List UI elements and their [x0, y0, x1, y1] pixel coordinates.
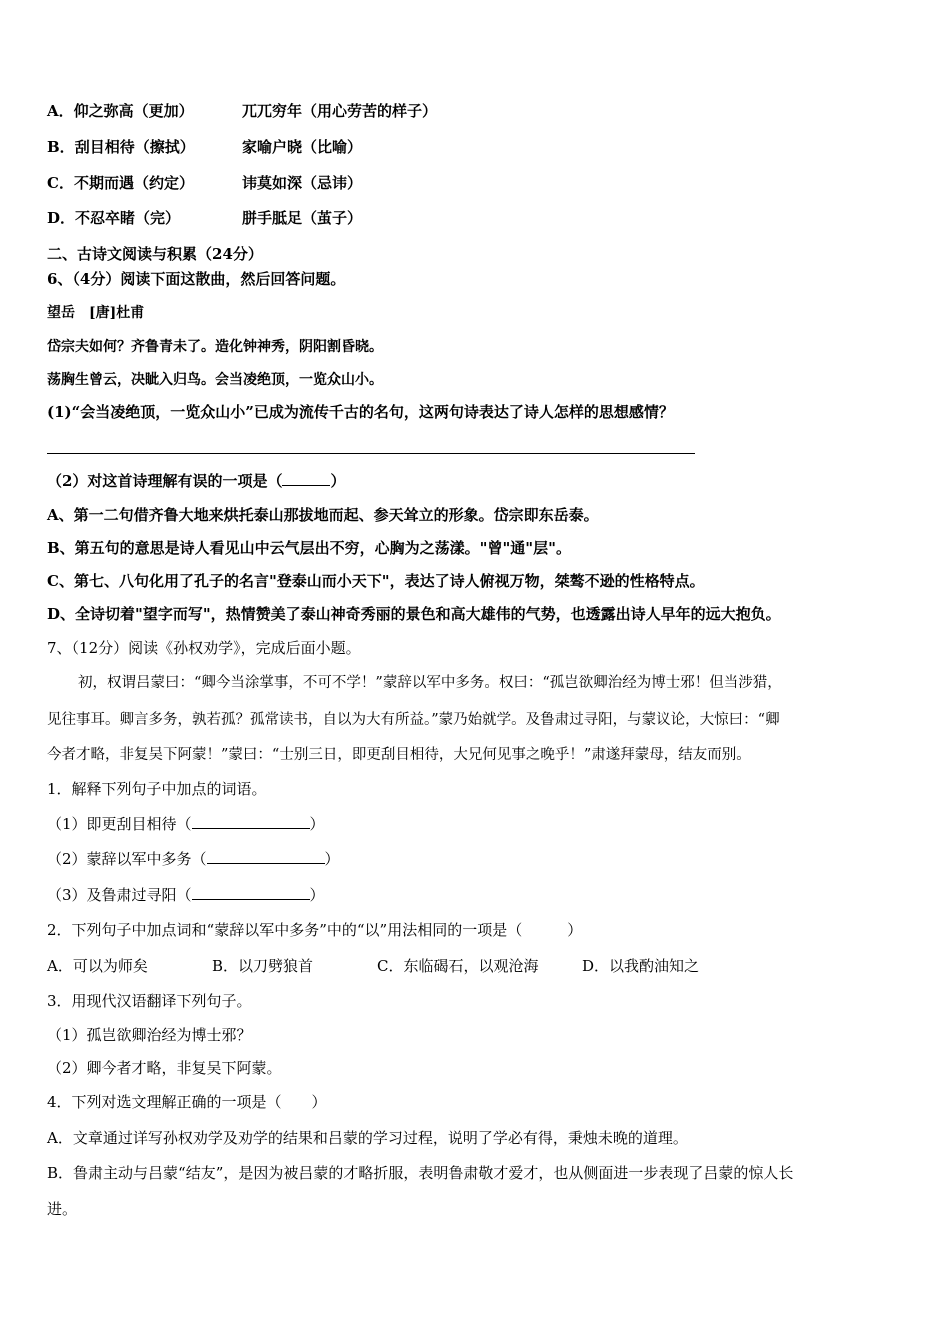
answer-blank[interactable] — [207, 849, 325, 864]
option-left: 刮目相待（擦拭） — [74, 138, 195, 156]
option-label: A． — [47, 102, 74, 120]
item-text: （2）蒙辞以军中多务（ — [47, 850, 207, 868]
q2-option-d: D．以我酌油知之 — [582, 957, 700, 975]
close-paren: ） — [309, 886, 325, 904]
passage-line-2: 见往事耳。卿言多务，孰若孤？孤常读书，自以为大有所益。”蒙乃始就学。及鲁肃过寻阳，与蒙议论，大惊曰：“卿 — [47, 712, 780, 728]
q7-q3: 3．用现代汉语翻译下列句子。 — [47, 992, 252, 1010]
q5-option-a — [47, 101, 437, 121]
q7-q4-option-b: B．鲁肃主动与吕蒙“结友”，是因为被吕蒙的才略折服，表明鲁肃敬才爱才，也从侧面进一步表现了吕蒙的惊人长 — [47, 1164, 794, 1182]
q5-option-b — [47, 137, 362, 157]
option-right: 胼手胝足（茧子） — [242, 209, 363, 227]
option-label: D． — [47, 209, 76, 227]
q7-q1-item-2 — [47, 849, 340, 869]
q6-stem: 6、（4分）阅读下面这散曲，然后回答问题。 — [47, 270, 346, 288]
q7-q3-item-2: （2）卿今者才略，非复吴下阿蒙。 — [47, 1059, 282, 1077]
option-right: 家喻户晓（比喻） — [242, 138, 363, 156]
q6-sub1: (1)“会当凌绝顶，一览众山小”已成为流传千古的名句，这两句诗表达了诗人怎样的思想感情？ — [47, 403, 674, 421]
q6-option-b: B、第五句的意思是诗人看见山中云气层出不穷，心胸为之荡漾。"曾"通"层"。 — [47, 539, 571, 557]
poem-title: 望岳 [唐]杜甫 — [47, 305, 145, 321]
q7-stem: 7、（12分）阅读《孙权劝学》，完成后面小题。 — [47, 639, 361, 657]
q2-option-a: A．可以为师矣 — [47, 957, 148, 975]
q2-option-b: B．以刀劈狼首 — [212, 957, 314, 975]
option-label: C． — [47, 174, 74, 192]
answer-line[interactable] — [47, 453, 695, 454]
option-right: 兀兀穷年（用心劳苦的样子） — [242, 102, 438, 120]
answer-blank[interactable] — [192, 814, 310, 829]
poem-line-1: 岱宗夫如何？齐鲁青未了。造化钟神秀，阴阳割昏晓。 — [47, 339, 383, 355]
answer-blank[interactable] — [192, 885, 310, 900]
passage-line-1: 初，权谓吕蒙曰：“卿今当涂掌事，不可不学！”蒙辞以军中多务。权曰：“孤岂欲卿治经为博士邪！但当涉猎， — [78, 675, 782, 691]
q6-sub2 — [47, 471, 345, 491]
option-left: 仰之弥高（更加） — [73, 102, 194, 120]
q6-option-c: C、第七、八句化用了孔子的名言"登泰山而小天下"，表达了诗人俯视万物，桀骜不逊的性格特点。 — [47, 572, 705, 590]
option-left: 不期而遇（约定） — [73, 174, 194, 192]
q7-q4: 4．下列对选文理解正确的一项是（ ） — [47, 1093, 327, 1111]
q7-q1-item-3 — [47, 885, 325, 905]
option-label: B． — [47, 138, 75, 156]
q7-q1: 1．解释下列句子中加点的词语。 — [47, 780, 267, 798]
q7-q3-item-1: （1）孤岂欲卿治经为博士邪？ — [47, 1026, 252, 1044]
option-right: 讳莫如深（忌讳） — [242, 174, 363, 192]
q7-q2-options — [47, 956, 699, 976]
q7-q4-option-a: A．文章通过详写孙权劝学及劝学的结果和吕蒙的学习过程，说明了学必有得，秉烛未晚的道理。 — [47, 1129, 688, 1147]
answer-blank[interactable] — [282, 471, 330, 486]
passage-line-3: 今者才略，非复吴下阿蒙！”蒙曰：“士别三日，即更刮目相待，大兄何见事之晚乎！”肃遂拜蒙母，结友而别。 — [47, 747, 751, 763]
q5-option-c — [47, 173, 362, 193]
q6-option-d: D、全诗切着"望字而写"，热情赞美了泰山神奇秀丽的景色和高大雄伟的气势，也透露出诗人早年的远大抱负。 — [47, 605, 781, 623]
q6-option-a: A、第一二句借齐鲁大地来烘托泰山那拔地而起、参天耸立的形象。岱宗即东岳泰。 — [47, 506, 599, 524]
item-text: （3）及鲁肃过寻阳（ — [47, 886, 192, 904]
item-text: （1）即更刮目相待（ — [47, 815, 192, 833]
section-2-title: 二、古诗文阅读与积累（24分） — [47, 245, 263, 263]
close-paren: ） — [309, 815, 325, 833]
q5-option-d — [47, 208, 362, 228]
close-paren: ） — [324, 850, 340, 868]
q6-sub2-prefix: （2）对这首诗理解有误的一项是（ — [47, 472, 283, 490]
q6-sub2-suffix: ） — [330, 472, 346, 490]
poem-line-2: 荡胸生曾云，决眦入归鸟。会当凌绝顶，一览众山小。 — [47, 372, 383, 388]
q7-q1-item-1 — [47, 814, 325, 834]
option-left: 不忍卒睹（完） — [75, 209, 181, 227]
q7-q2: 2．下列句子中加点词和“蒙辞以军中多务”中的“以”用法相同的一项是（ ） — [47, 921, 583, 939]
q7-q4-option-b-cont: 进。 — [47, 1200, 78, 1218]
q2-option-c: C．东临碣石，以观沧海 — [377, 957, 539, 975]
